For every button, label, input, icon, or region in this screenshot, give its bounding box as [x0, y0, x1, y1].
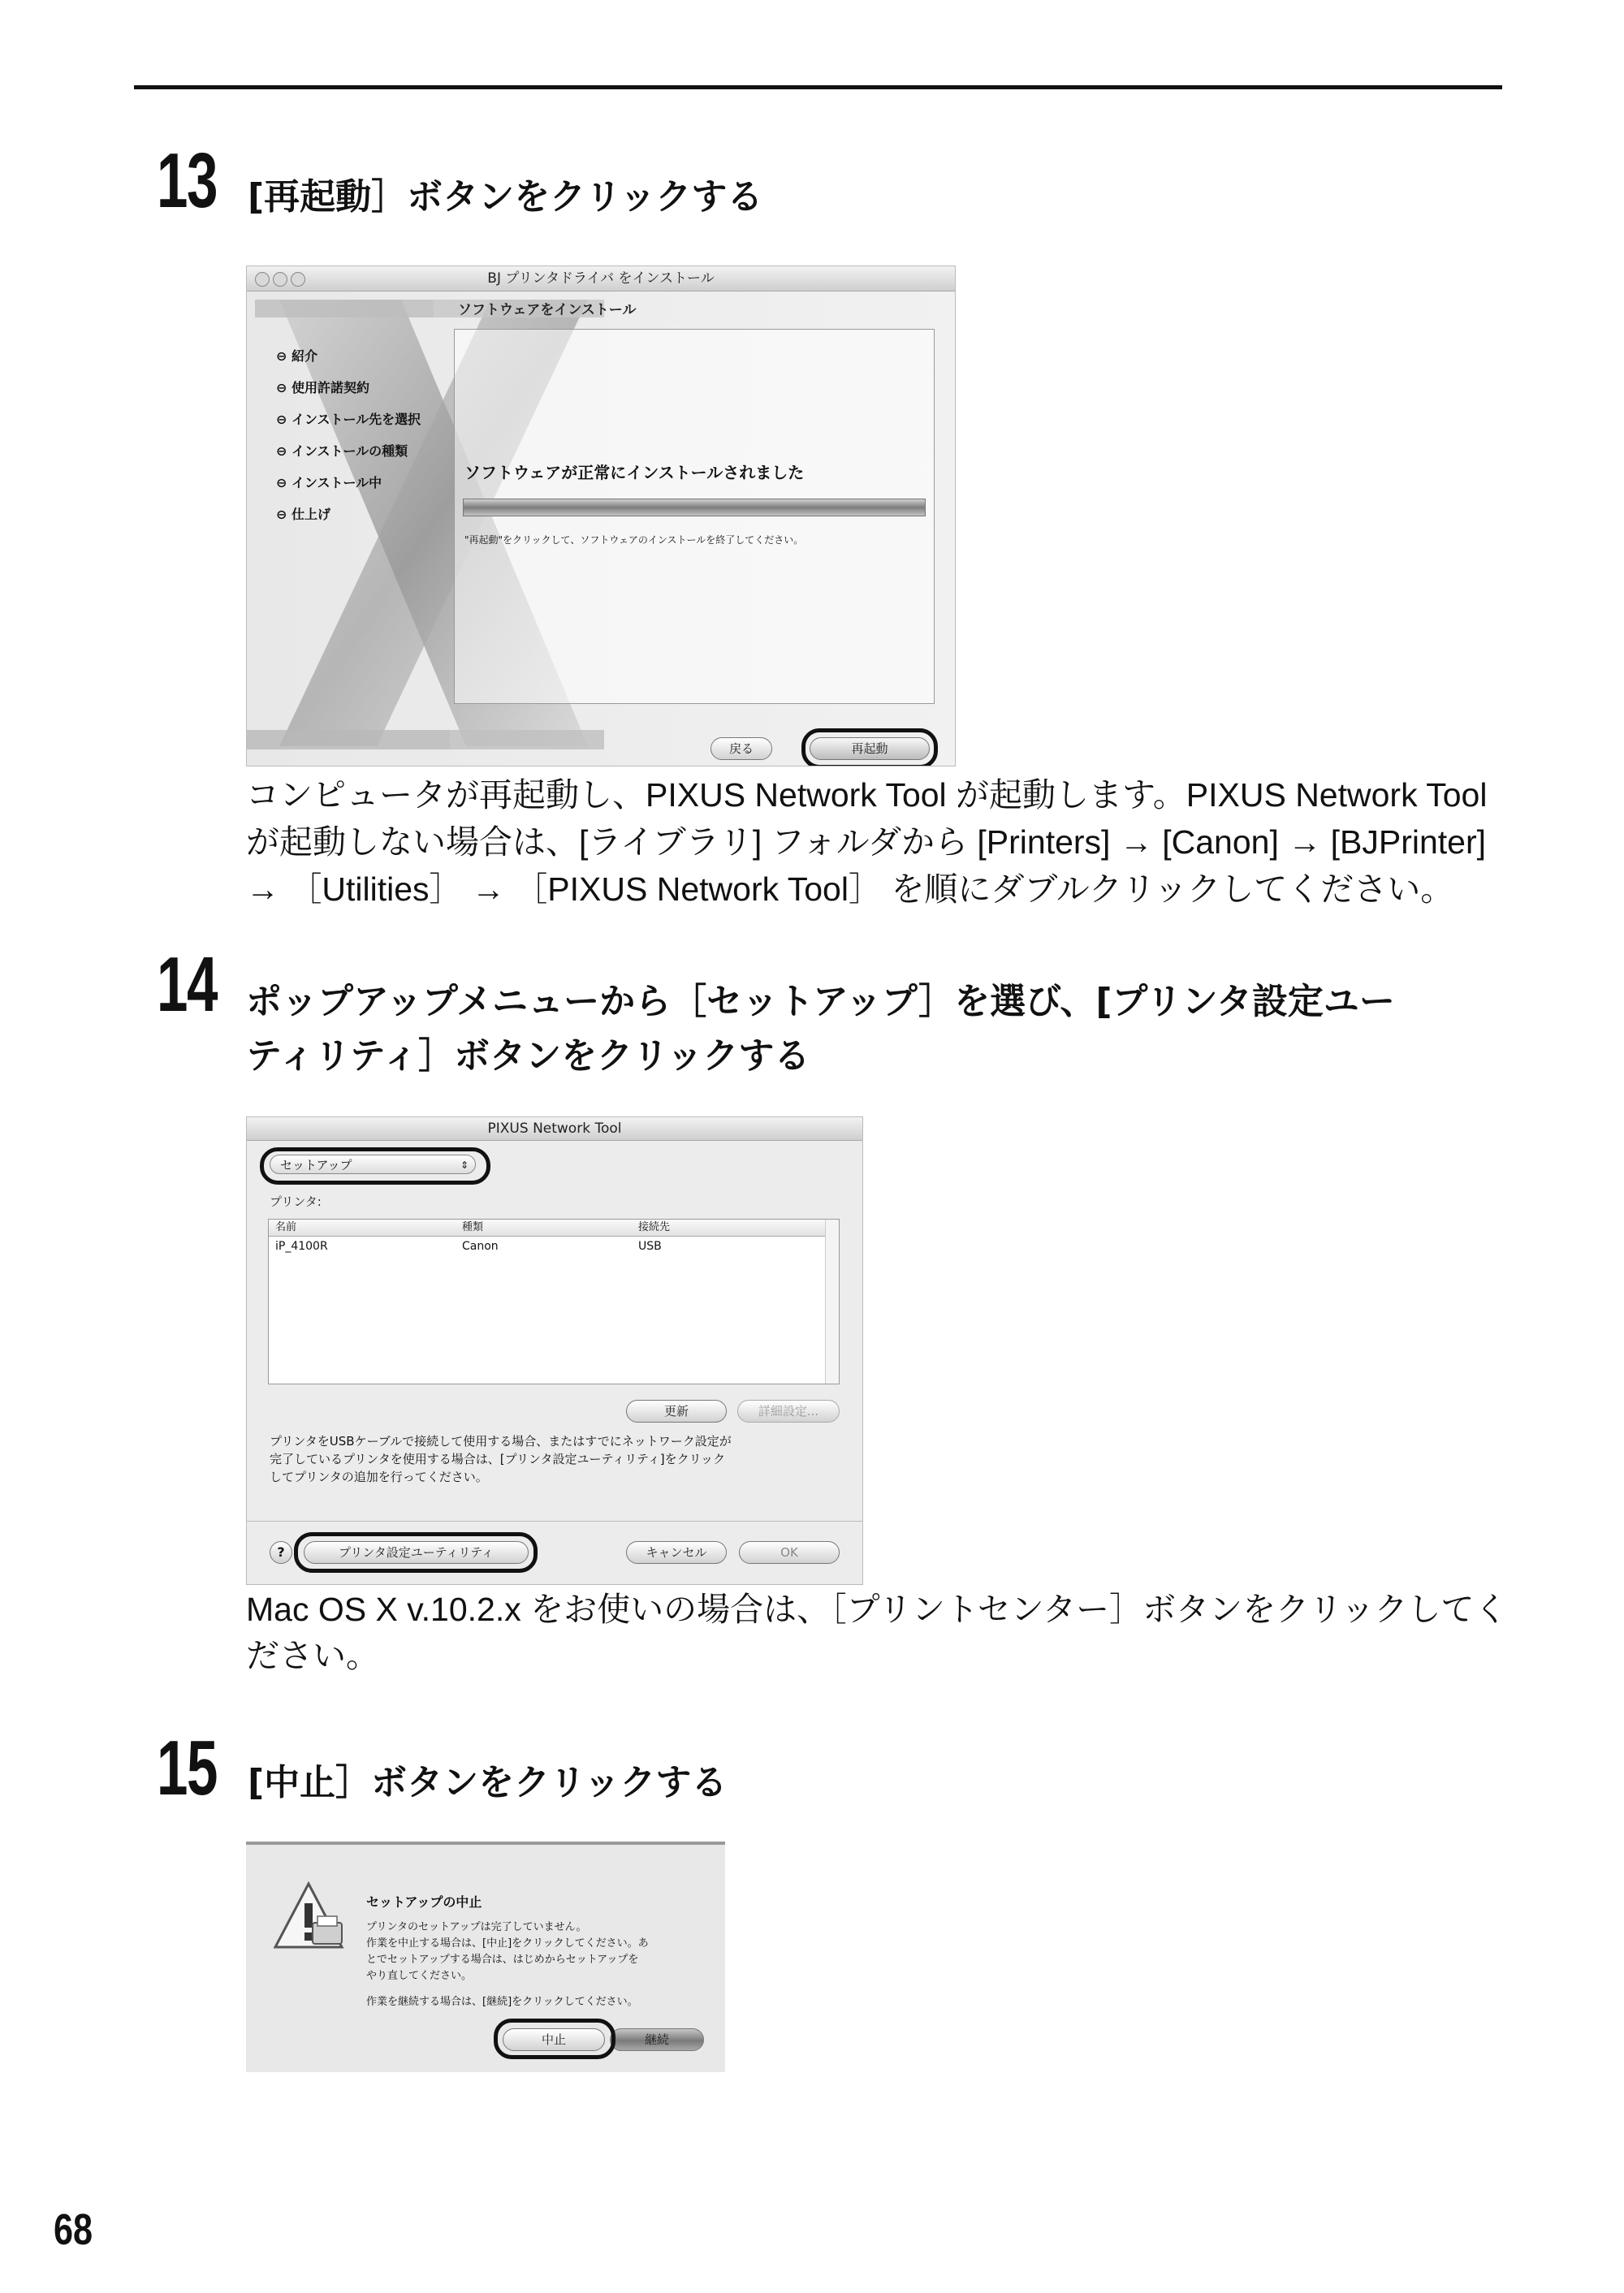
step-13-description: コンピュータが再起動し、PIXUS Network Tool が起動します。PIXUS Network Tool が起動しない場合は、[ライブラリ] フォルダから [Printers] → [Canon] → [BJPrinter] → ［Utilities］ → ［PIXUS Network Tool］ を順にダブルクリックしてください。: [246, 776, 1488, 908]
step-14-title-line2: ティリティ］ボタンをクリックする: [246, 1035, 810, 1077]
bullet-icon: ⊖: [276, 348, 292, 364]
installer-window-title: BJ プリンタドライバ をインストール: [487, 270, 715, 287]
help-text: [270, 1432, 848, 1486]
abort-message-line3: とでセットアップする場合は、はじめからセットアップを: [366, 1954, 639, 1966]
install-note: "再起動"をクリックして、ソフトウェアのインストールを終了してください。: [464, 534, 804, 546]
abort-dialog-message: [366, 1919, 649, 2010]
page-number: 68: [54, 2205, 93, 2254]
details-button[interactable]: 詳細設定...: [737, 1400, 840, 1423]
continue-button[interactable]: 継続: [610, 2028, 704, 2051]
abort-message-line5: 作業を継続する場合は、[継続]をクリックしてください。: [366, 1996, 638, 2008]
step-item-intro: ⊖ 紹介: [276, 348, 317, 364]
footer-divider: [247, 1521, 862, 1522]
abort-highlight: [494, 2019, 615, 2059]
step-14-number: 14: [157, 941, 218, 1028]
bullet-icon: ⊖: [276, 475, 292, 490]
table-header: [269, 1220, 839, 1237]
step-item-destination: ⊖ インストール先を選択: [276, 412, 421, 427]
step-13-title: [再起動］ボタンをクリックする: [248, 176, 763, 218]
network-tool-window: [246, 1116, 863, 1585]
ok-button[interactable]: OK: [739, 1541, 840, 1564]
cancel-button[interactable]: キャンセル: [626, 1541, 727, 1564]
installer-content-panel: [454, 329, 935, 704]
step-13-number: 13: [157, 137, 218, 224]
step-item-installing: ⊖ インストール中: [276, 475, 382, 490]
network-tool-titlebar: [247, 1117, 862, 1141]
step-14-note-line2: ださい。: [246, 1637, 379, 1674]
installer-window: [246, 266, 956, 766]
install-progress-bar: [463, 499, 926, 516]
abort-dialog-title: セットアップの中止: [366, 1894, 482, 1910]
step-14-title-line1: ポップアップメニューから［セットアップ］を選び、[プリンタ設定ユー: [246, 981, 1395, 1022]
abort-message-line1: プリンタのセットアップは完了していません。: [366, 1921, 587, 1933]
column-type[interactable]: 種類: [462, 1221, 484, 1233]
printer-utility-button[interactable]: プリンタ設定ユーティリティ: [304, 1541, 529, 1564]
help-icon[interactable]: ?: [270, 1541, 292, 1564]
abort-dialog: [246, 1842, 725, 2072]
column-name[interactable]: 名前: [275, 1221, 297, 1233]
abort-message-line4: やり直してください。: [366, 1970, 473, 1982]
cell-connection: USB: [638, 1240, 662, 1253]
printer-label: プリンタ:: [270, 1194, 322, 1209]
column-connection[interactable]: 接続先: [638, 1221, 671, 1233]
installer-step-list: [276, 340, 421, 530]
step-14-note-line1: Mac OS X v.10.2.x をお使いの場合は、［プリントセンター］ボタンをクリックしてく: [246, 1591, 1508, 1628]
installer-header: ソフトウェアをインストール: [458, 302, 637, 318]
abort-message-line2: 作業を中止する場合は、[中止]をクリックしてください。あ: [366, 1937, 649, 1950]
table-scrollbar[interactable]: [825, 1220, 839, 1384]
bullet-icon: ⊖: [276, 412, 292, 427]
cell-type: Canon: [462, 1240, 499, 1253]
installer-body: [247, 291, 955, 766]
printer-table: [268, 1219, 840, 1384]
utility-highlight: [294, 1532, 538, 1573]
bullet-icon: ⊖: [276, 380, 292, 395]
help-text-line2: 完了しているプリンタを使用する場合は、[プリンタ設定ユーティリティ]をクリック: [270, 1452, 726, 1466]
installer-titlebar: [247, 266, 955, 291]
help-text-line3: してプリンタの追加を行ってください。: [270, 1470, 488, 1484]
popup-highlight: [260, 1147, 490, 1185]
bullet-icon: ⊖: [276, 507, 292, 522]
abort-button[interactable]: 中止: [503, 2028, 605, 2051]
help-text-line1: プリンタをUSBケーブルで接続して使用する場合、またはすでにネットワーク設定が: [270, 1434, 732, 1449]
step-item-type: ⊖ インストールの種類: [276, 443, 408, 459]
restart-highlight: [801, 728, 938, 766]
updown-arrows-icon: ⇕: [460, 1159, 469, 1171]
step-15-number: 15: [157, 1725, 218, 1812]
minimize-button[interactable]: [273, 272, 287, 287]
header-rule: [134, 85, 1502, 89]
restart-button[interactable]: 再起動: [810, 737, 930, 760]
table-row[interactable]: [269, 1237, 839, 1255]
step-item-license: ⊖ 使用許諾契約: [276, 380, 369, 395]
warning-printer-icon: [272, 1881, 345, 1954]
network-tool-title: PIXUS Network Tool: [487, 1121, 622, 1137]
zoom-button[interactable]: [291, 272, 305, 287]
update-button[interactable]: 更新: [626, 1400, 727, 1423]
step-15-title: [中止］ボタンをクリックする: [248, 1762, 728, 1803]
close-button[interactable]: [255, 272, 270, 287]
popup-value: セットアップ: [280, 1158, 352, 1172]
back-button[interactable]: 戻る: [710, 737, 772, 760]
step-item-finish: ⊖ 仕上げ: [276, 507, 330, 522]
install-success-message: ソフトウェアが正常にインストールされました: [464, 463, 805, 482]
bullet-icon: ⊖: [276, 443, 292, 459]
cell-name: iP_4100R: [275, 1240, 328, 1253]
